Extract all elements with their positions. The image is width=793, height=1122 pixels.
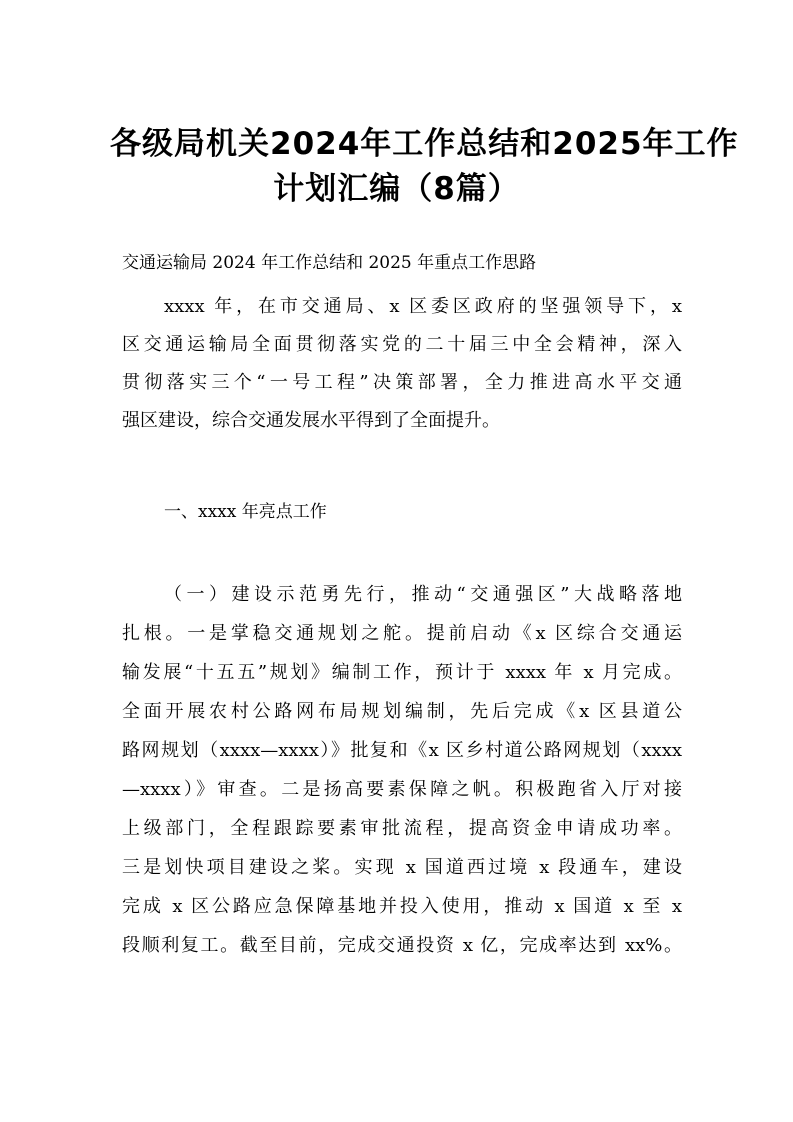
section-heading: 一、xxxx 年亮点工作 [164,502,327,522]
section1-line-10: 段顺利复工。截至目前，完成交通投资 x 亿，完成率达到 xx%。 [122,935,682,956]
intro-line-1: xxxx 年，在市交通局、x 区委区政府的坚强领导下，x [164,296,682,317]
section1-line-2: 扎根。一是掌稳交通规划之舵。提前启动《x 区综合交通运 [122,623,682,644]
section1-line-6: —xxxx）》审查。二是扬高要素保障之帆。积极跑省入厅对接 [122,779,682,800]
section1-line-9: 完成 x 区公路应急保障基地并投入使用，推动 x 国道 x 至 x [122,896,682,917]
section1-line-7: 上级部门，全程跟踪要素审批流程，提高资金申请成功率。 [122,818,682,839]
report-subtitle: 交通运输局 2024 年工作总结和 2025 年重点工作思路 [122,253,537,273]
section1-line-8: 三是划快项目建设之桨。实现 x 国道西过境 x 段通车，建设 [122,857,682,878]
section1-line-1: （一）建设示范勇先行，推动“交通强区”大战略落地 [164,584,682,605]
section1-line-4: 全面开展农村公路网布局规划编制，先后完成《x 区县道公 [122,701,682,722]
section1-line-5: 路网规划（xxxx—xxxx）》批复和《x 区乡村道公路网规划（xxxx [122,740,682,761]
section1-line-3: 输发展“十五五”规划》编制工作，预计于 xxxx 年 x 月完成。 [122,662,682,683]
intro-line-4: 强区建设，综合交通发展水平得到了全面提升。 [122,410,500,431]
document-title-line-1: 各级局机关2024年工作总结和2025年工作 [110,126,739,162]
document-title-line-2: 计划汇编（8篇） [273,171,520,207]
intro-line-3: 贯彻落实三个“一号工程”决策部署，全力推进高水平交通 [122,372,682,393]
intro-line-2: 区交通运输局全面贯彻落实党的二十届三中全会精神，深入 [122,334,682,355]
